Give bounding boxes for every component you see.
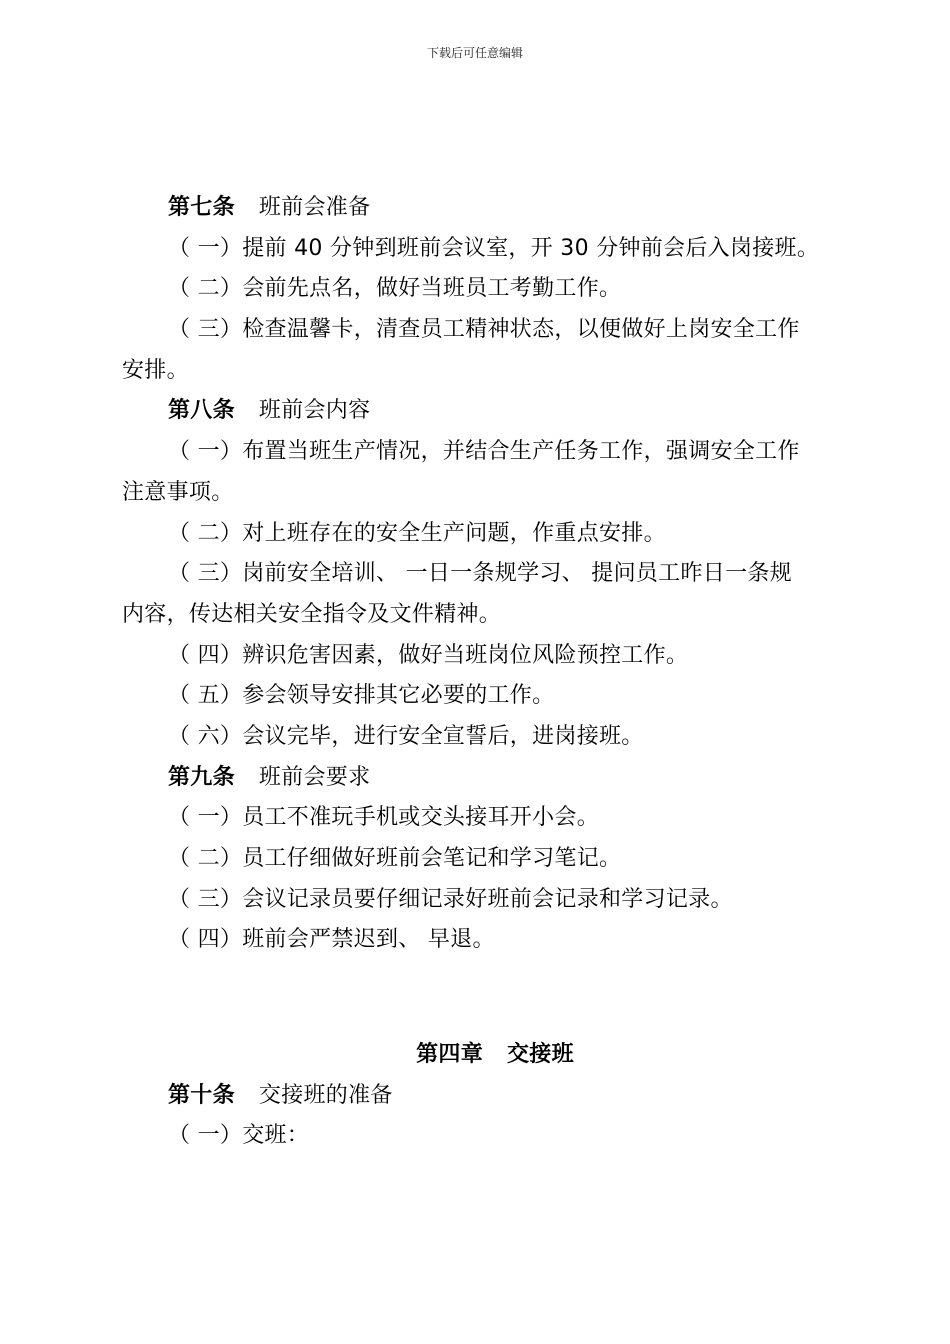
- chapter-4-title: 交接班: [507, 1042, 574, 1068]
- article-7-number: 第七条: [168, 195, 235, 220]
- article-10-number: 第十条: [168, 1082, 235, 1108]
- article-7-item-1: （ 一）提前 40 分钟到班前会议室，开 30 分钟前会后入岗接班。: [168, 235, 820, 261]
- page-header-note: 下载后可任意编辑: [426, 46, 523, 60]
- article-8-item-3-line-2: 内容，传达相关安全指令及文件精神。: [122, 601, 502, 627]
- article-8-title: 班前会内容: [258, 398, 371, 424]
- article-7-item-3-line-2: 安排。: [122, 357, 189, 383]
- article-9-item-3: （ 三）会议记录员要仔细记录好班前会记录和学习记录。: [168, 886, 733, 912]
- article-9-heading: [122, 758, 822, 799]
- article-8-item-1-line-1: （ 一）布置当班生产情况，并结合生产任务工作，强调安全工作: [168, 439, 800, 465]
- article-7-title: 班前会准备: [258, 195, 371, 220]
- article-8-item-1-line-2: 注意事项。: [122, 479, 234, 505]
- article-10-item-1: （ 一）交班：: [168, 1123, 310, 1149]
- article-8-item-3-line-1: （ 三）岗前安全培训、 一日一条规学习、 提问员工昨日一条规: [168, 561, 792, 587]
- article-7-item-2: （ 二）会前先点名，做好当班员工考勤工作。: [168, 276, 622, 302]
- article-8-number: 第八条: [168, 398, 235, 424]
- article-8-item-6: （ 六）会议完毕，进行安全宣誓后，进岗接班。: [168, 723, 644, 749]
- article-9-title: 班前会要求: [258, 764, 371, 790]
- chapter-4-heading: [122, 1035, 822, 1076]
- article-8-item-4: （ 四）辨识危害因素，做好当班岗位风险预控工作。: [168, 642, 689, 668]
- article-9-number: 第九条: [168, 764, 235, 790]
- article-8-item-5: （ 五）参会领导安排其它必要的工作。: [168, 683, 555, 709]
- article-8-heading: [122, 391, 822, 432]
- article-8-item-2: （ 二）对上班存在的安全生产问题，作重点安排。: [168, 520, 666, 546]
- article-9-item-2: （ 二）员工仔细做好班前会笔记和学习笔记。: [168, 846, 622, 871]
- article-9-item-1: （ 一）员工不准玩手机或交头接耳开小会。: [168, 805, 599, 831]
- chapter-4-number: 第四章: [416, 1042, 483, 1068]
- article-10-title: 交接班的准备: [258, 1082, 393, 1108]
- article-7-item-3-line-1: （ 三）检查温馨卡，清查员工精神状态，以便做好上岗安全工作: [168, 317, 800, 343]
- document-body: [122, 188, 822, 1157]
- article-10-heading: [122, 1076, 822, 1117]
- article-7-heading: [122, 188, 822, 229]
- section-spacer: [122, 961, 822, 1035]
- article-9-item-4: （ 四）班前会严禁迟到、 早退。: [168, 927, 495, 953]
